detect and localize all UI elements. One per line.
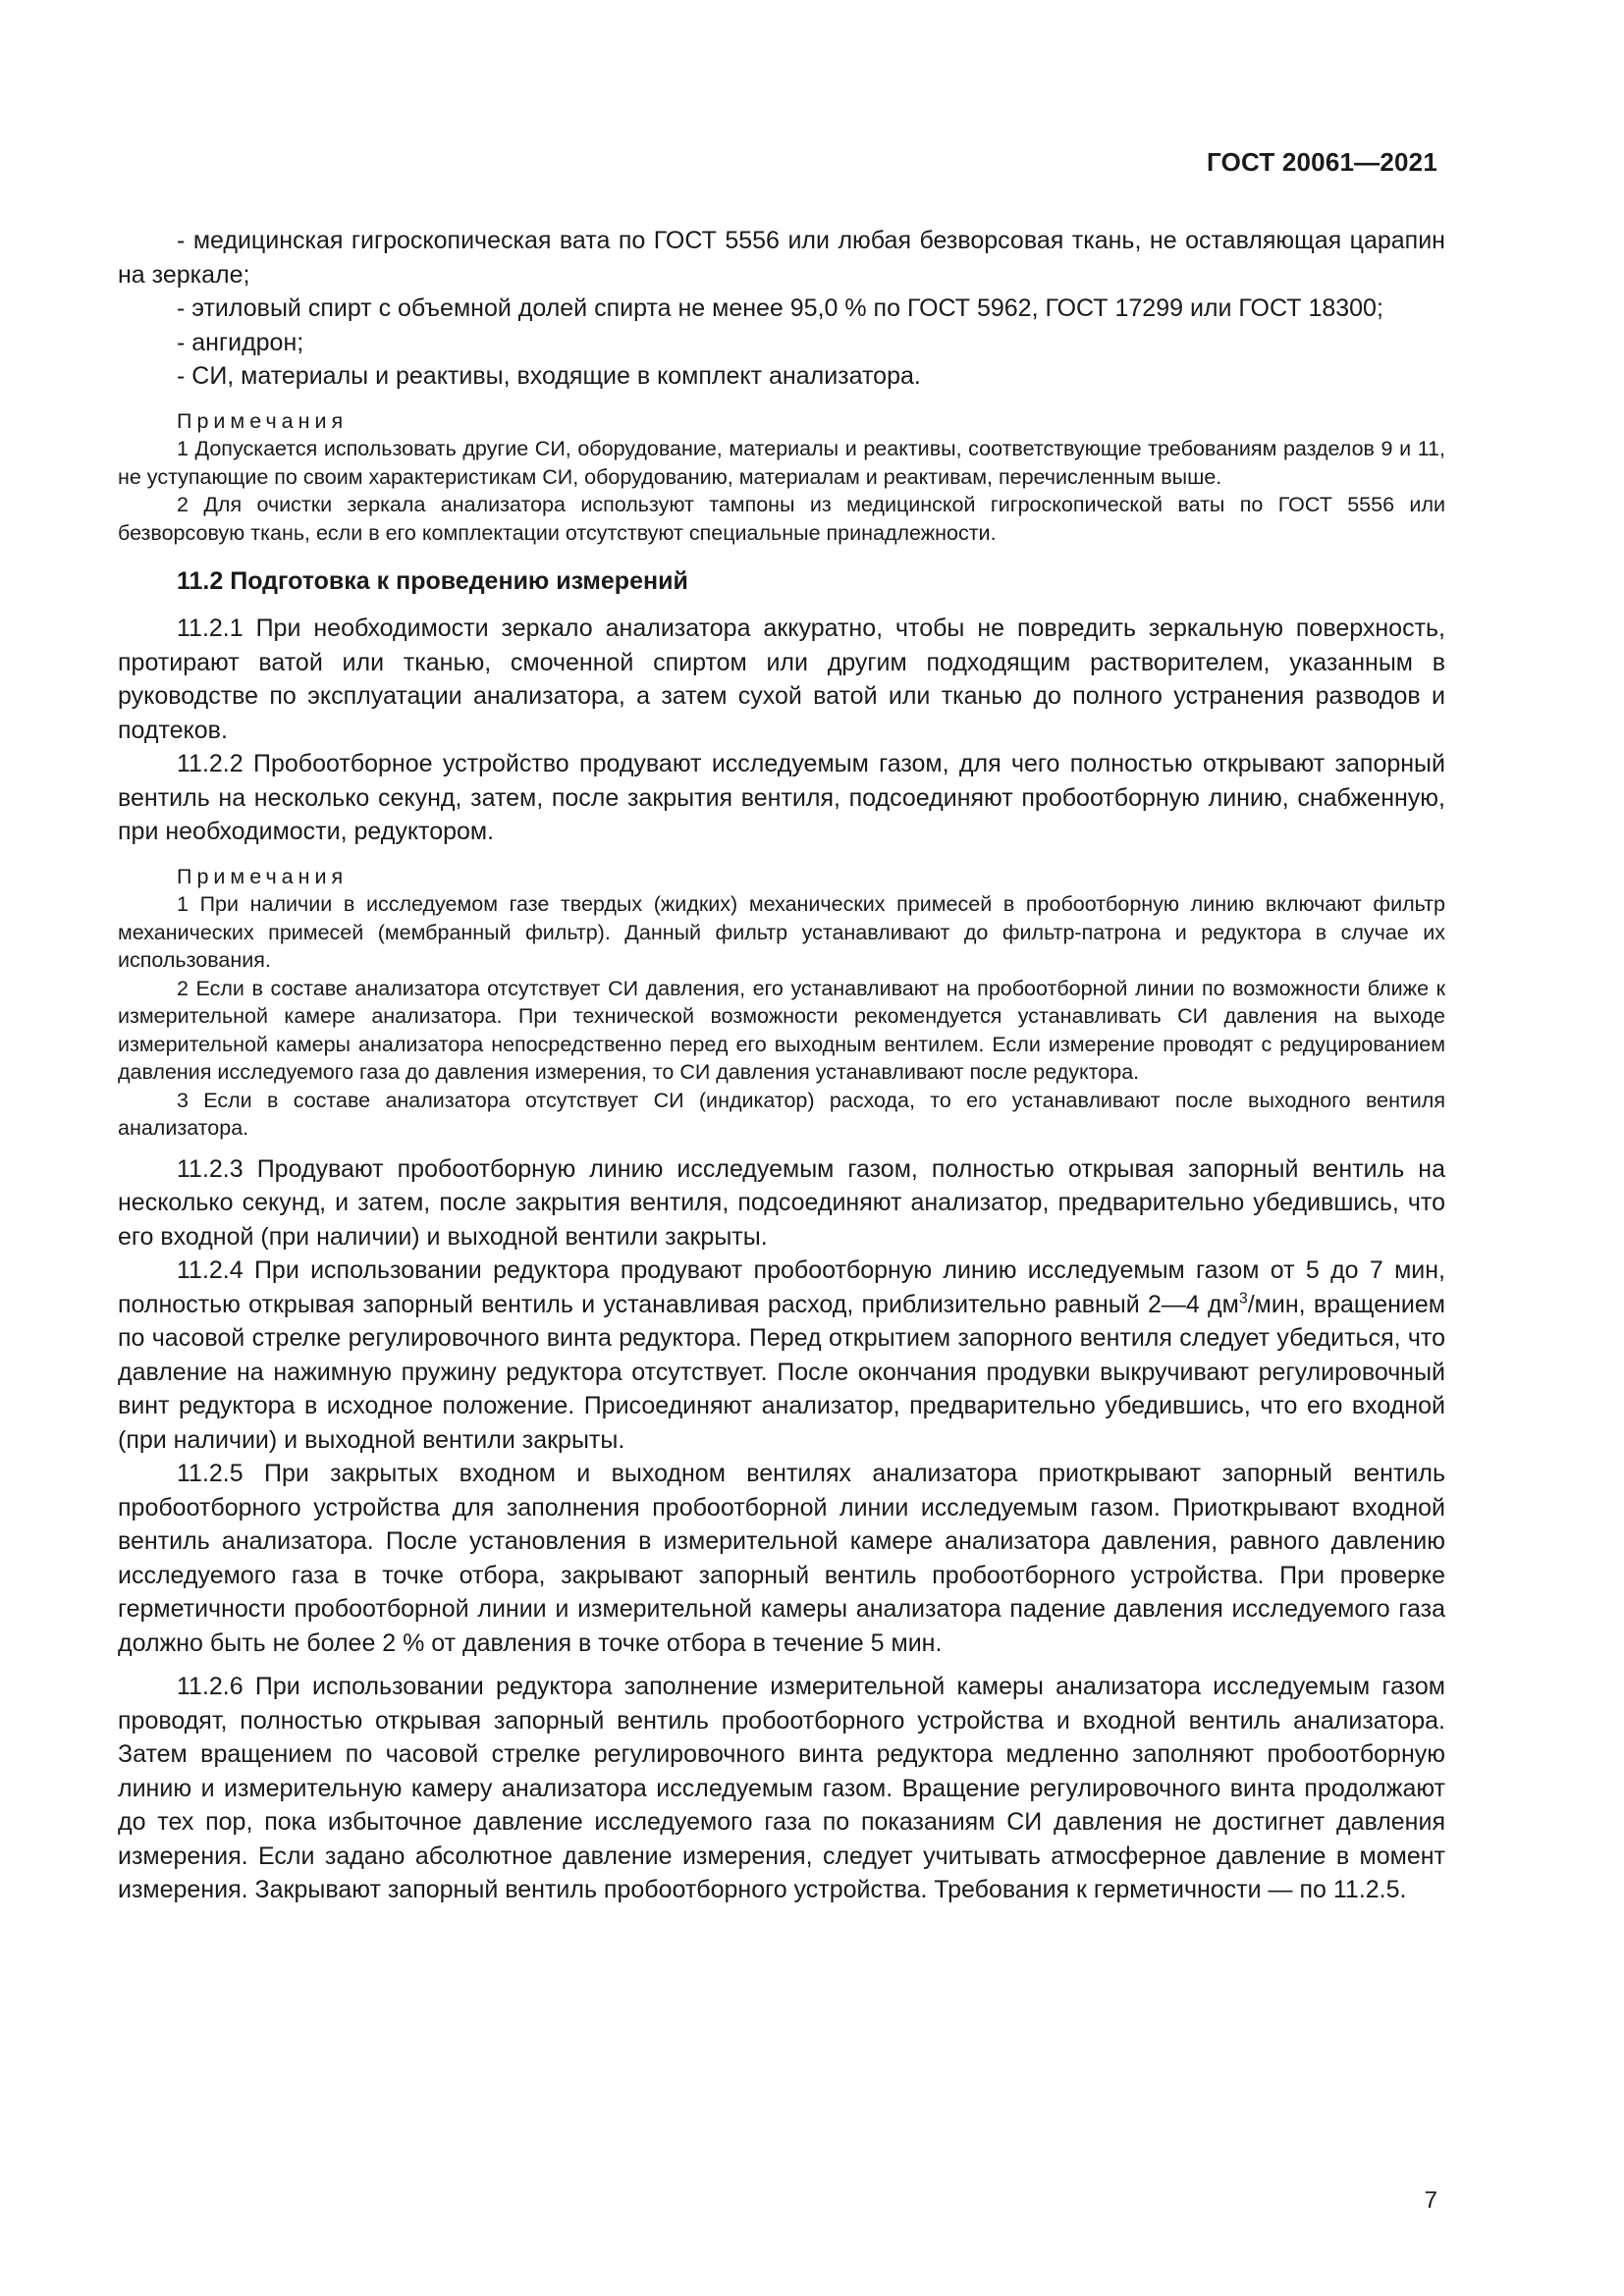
- note-item: 3 Если в составе анализатора отсутствует СИ (индикатор) расхода, то его устанавливают после выходного вентиля анализатора.: [118, 1088, 1445, 1140]
- note-item: 1 Допускается использовать другие СИ, оборудование, материалы и реактивы, соответствующие требованиям разделов 9 и 11, не уступающие по своим характеристикам СИ, оборудованию, материалам и реактивам, перечисленным выше.: [118, 437, 1445, 489]
- note-item: 2 Если в составе анализатора отсутствует СИ давления, его устанавливают на пробоотборной линии по возможности ближе к измерительной камере анализатора. При технической возможности рекомендуется устанавливать СИ давления на выходе измерительной камеры анализатора непосредственно перед его выходным вентилем. Если измерение проводят с редуцированием давления исследуемого газа до давления измерения, то СИ давления устанавливают после редуктора.: [118, 976, 1445, 1084]
- paragraph-text: /мин, вращением по часовой стрелке регулировочного винта редуктора. Перед открытием запорного вентиля следует убедиться, что давление на нажимную пружину редуктора отсутствует. После окончания продувки выкручивают регулировочный винт редуктора в исходное положение. Присоединяют анализатор, предварительно убедившись, что его входной (при наличии) и выходной вентили закрыты.: [118, 1290, 1445, 1454]
- list-item: - ангидрон;: [177, 328, 304, 356]
- section-heading: 11.2 Подготовка к проведению измерений: [177, 567, 688, 595]
- page-number: 7: [1424, 2187, 1437, 2214]
- list-item: - СИ, материалы и реактивы, входящие в комплект анализатора.: [177, 362, 921, 390]
- list-item: - этиловый спирт с объемной долей спирта не менее 95,0 % по ГОСТ 5962, ГОСТ 17299 или ГОСТ 18300;: [177, 294, 1383, 322]
- notes-heading: Примечания: [177, 408, 349, 433]
- list-item: - медицинская гигроскопическая вата по ГОСТ 5556 или любая безворсовая ткань, не оставляющая царапин на зеркале;: [118, 227, 1445, 289]
- superscript: 3: [1238, 1290, 1248, 1308]
- paragraph-11-2-5: 11.2.5 При закрытых входном и выходном вентилях анализатора приоткрывают запорный вентиль пробоотборного устройства для заполнения пробоотборной линии исследуемым газом. Приоткрывают входной вентиль анализатора. После установления в измерительной камере анализатора давления, равного давлению исследуемого газа в точке отбора, закрывают запорный вентиль пробоотборного устройства. При проверке герметичности пробоотборной линии и измерительной камеры анализатора падение давления исследуемого газа должно быть не более 2 % от давления в точке отбора в течение 5 мин.: [118, 1460, 1445, 1657]
- paragraph-text: 11.2.4 При использовании редуктора продувают пробоотборную линию исследуемым газом от 5 до 7 мин, полностью открывая запорный вентиль и устанавливая расход, приблизительно равный 2—4 дм: [118, 1256, 1445, 1318]
- document-body: [118, 224, 1445, 1907]
- note-item: 1 При наличии в исследуемом газе твердых (жидких) механических примесей в пробоотборную линию включают фильтр механических примесей (мембранный фильтр). Данный фильтр устанавливают до фильтр-патрона и редуктора в случае их использования.: [118, 892, 1445, 972]
- notes-block-1: [118, 407, 1445, 548]
- notes-heading: Примечания: [177, 864, 349, 888]
- notes-block-2: [118, 863, 1445, 1143]
- paragraph-11-2-1: 11.2.1 При необходимости зеркало анализатора аккуратно, чтобы не повредить зеркальную поверхность, протирают ватой или тканью, смоченной спиртом или другим подходящим растворителем, указанным в руководстве по эксплуатации анализатора, а затем сухой ватой или тканью до полного устранения разводов и подтеков.: [118, 614, 1445, 744]
- paragraph-11-2-6: 11.2.6 При использовании редуктора заполнение измерительной камеры анализатора исследуемым газом проводят, полностью открывая запорный вентиль пробоотборного устройства и входной вентиль анализатора. Затем вращением по часовой стрелке регулировочного винта редуктора медленно заполняют пробоотборную линию и измерительную камеру анализатора исследуемым газом. Вращение регулировочного винта продолжают до тех пор, пока избыточное давление исследуемого газа по показаниям СИ давления не достигнет давления измерения. Если задано абсолютное давление измерения, следует учитывать атмосферное давление в момент измерения. Закрывают запорный вентиль пробоотборного устройства. Требования к герметичности — по 11.2.5.: [118, 1673, 1445, 1903]
- document-code-header: ГОСТ 20061—2021: [1207, 147, 1437, 177]
- note-item: 2 Для очистки зеркала анализатора используют тампоны из медицинской гигроскопической ваты по ГОСТ 5556 или безворсовую ткань, если в его комплектации отсутствуют специальные принадлежности.: [118, 493, 1445, 545]
- paragraph-11-2-2: 11.2.2 Пробоотборное устройство продувают исследуемым газом, для чего полностью открывают запорный вентиль на несколько секунд, затем, после закрытия вентиля, подсоединяют пробоотборную линию, снабженную, при необходимости, редуктором.: [118, 750, 1445, 845]
- paragraph-11-2-4: [118, 1254, 1445, 1457]
- paragraph-11-2-3: 11.2.3 Продувают пробоотборную линию исследуемым газом, полностью открывая запорный вентиль на несколько секунд, и затем, после закрытия вентиля, подсоединяют анализатор, предварительно убедившись, что его входной (при наличии) и выходной вентили закрыты.: [118, 1154, 1445, 1251]
